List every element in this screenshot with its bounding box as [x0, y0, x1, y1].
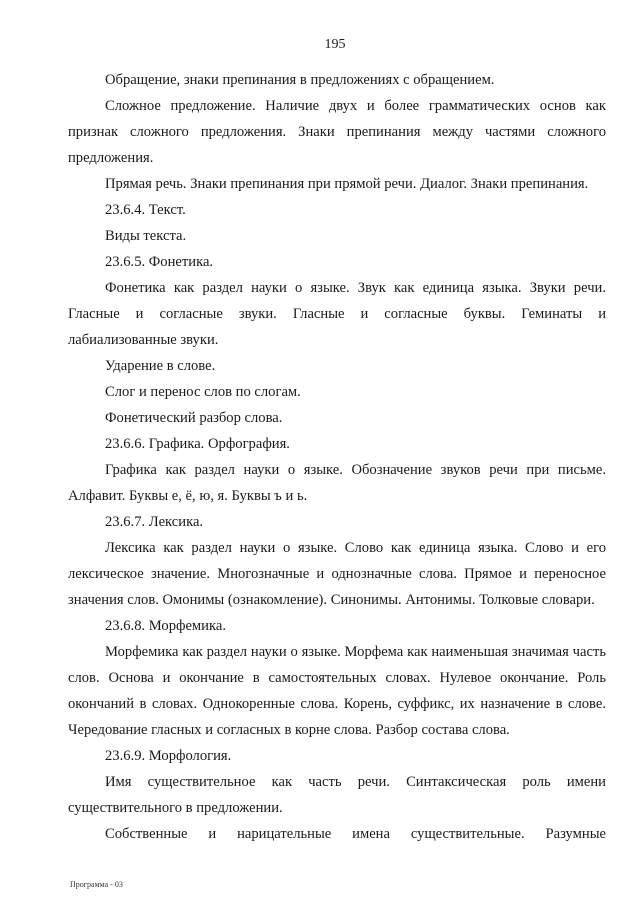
paragraph-proper-common-nouns: Собственные и нарицательные имена существительные. Разумные	[105, 826, 606, 842]
paragraph-phonetics: Фонетика как раздел науки о языке. Звук как единица языка. Звуки речи. Гласные и согласные звуки. Гласные и согласные буквы. Геминаты и лабиализованные звуки.	[68, 280, 606, 348]
body-text	[68, 67, 606, 847]
paragraph-syllables: Слог и перенос слов по слогам.	[105, 384, 301, 400]
paragraph-direct-speech: Прямая речь. Знаки препинания при прямой речи. Диалог. Знаки препинания.	[105, 176, 589, 192]
section-heading-graphics: 23.6.6. Графика. Орфография.	[105, 436, 290, 452]
paragraph-graphics: Графика как раздел науки о языке. Обозначение звуков речи при письме. Алфавит. Буквы е, ё, ю, я. Буквы ъ и ь.	[68, 462, 606, 504]
section-heading-morphology: 23.6.9. Морфология.	[105, 748, 232, 764]
section-heading-phonetics: 23.6.5. Фонетика.	[105, 254, 214, 270]
paragraph-phonetic-analysis: Фонетический разбор слова.	[105, 410, 283, 426]
page-footer: Программа - 03	[70, 880, 123, 889]
paragraph-noun: Имя существительное как часть речи. Синтаксическая роль имени существительного в предложении.	[68, 774, 606, 816]
section-heading-morphemics: 23.6.8. Морфемика.	[105, 618, 226, 634]
paragraph-morphemics: Морфемика как раздел науки о языке. Морфема как наименьшая значимая часть слов. Основа и окончание в самостоятельных словах. Нулевое окончание. Роль окончаний в словах. Однокоренные слова. Корень, суффикс, их назначение в слове. Чередование гласных и согласных в корне слова. Разбор состава слова.	[68, 644, 606, 738]
paragraph-lexicon: Лексика как раздел науки о языке. Слово как единица языка. Слово и его лексическое значение. Многозначные и однозначные слова. Прямое и переносное значения слов. Омонимы (ознакомление). Синонимы. Антонимы. Толковые словари.	[68, 540, 606, 608]
paragraph-stress: Ударение в слове.	[105, 358, 216, 374]
page-number: 195	[324, 37, 346, 52]
section-heading-text: 23.6.4. Текст.	[105, 202, 186, 218]
paragraph-complex-sentence: Сложное предложение. Наличие двух и более грамматических основ как признак сложного предложения. Знаки препинания между частями сложного предложения.	[68, 98, 606, 166]
paragraph-text-types: Виды текста.	[105, 228, 187, 244]
paragraph-address-punctuation: Обращение, знаки препинания в предложениях с обращением.	[105, 72, 495, 88]
section-heading-lexicon: 23.6.7. Лексика.	[105, 514, 204, 530]
